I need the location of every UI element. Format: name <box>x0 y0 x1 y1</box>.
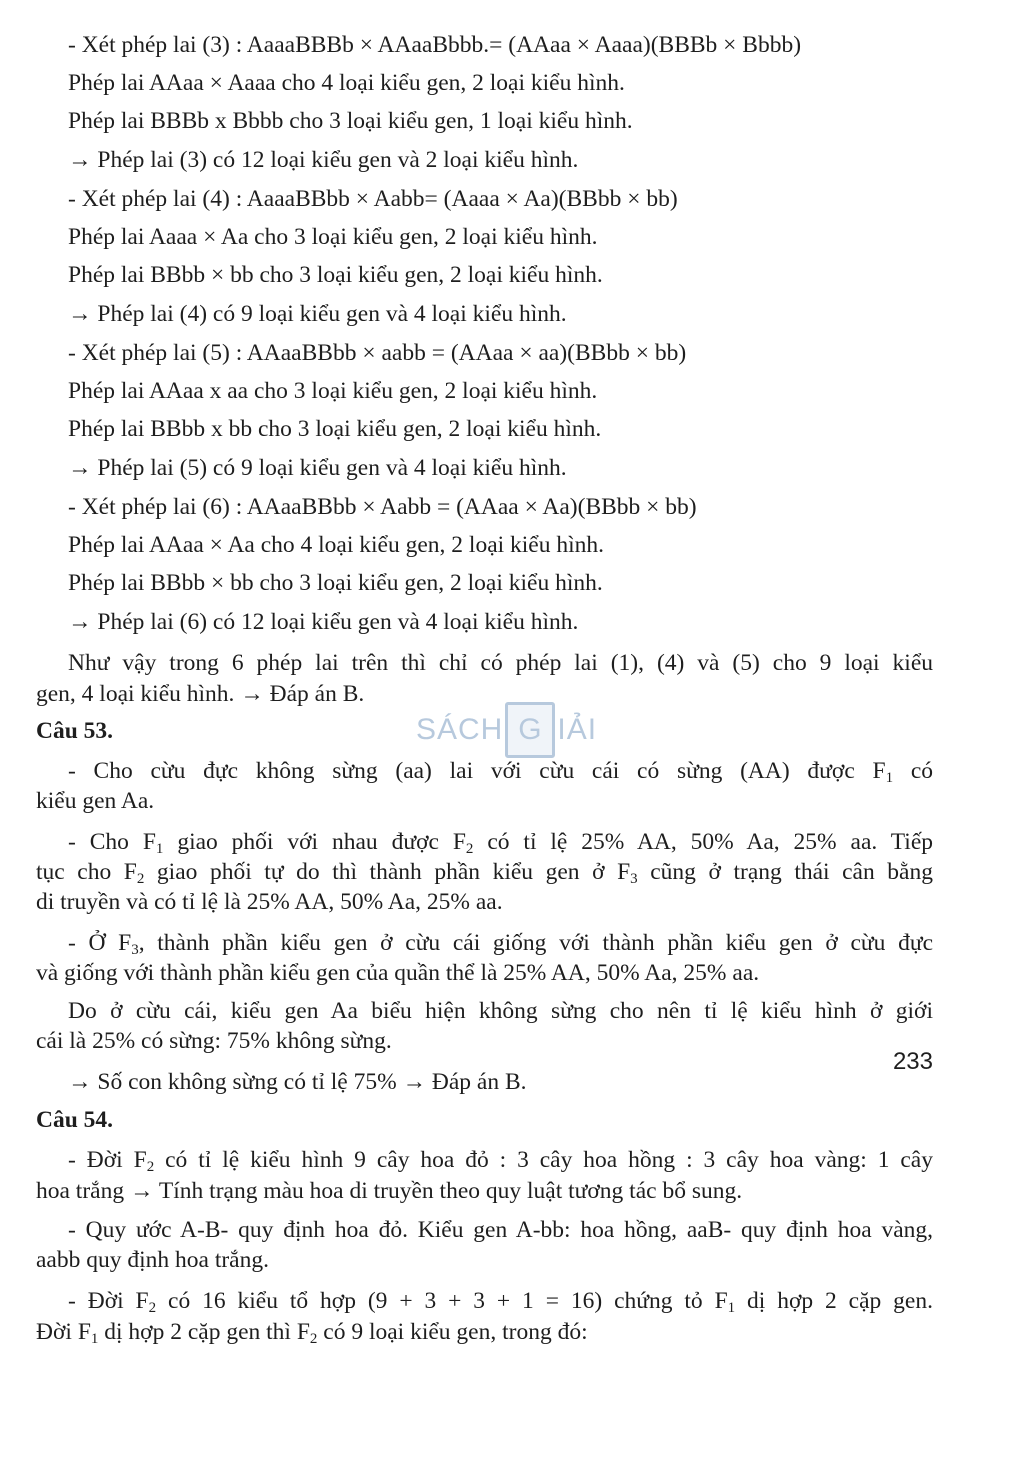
text-line: → Phép lai (6) có 12 loại kiểu gen và 4 loại kiểu hình. <box>68 609 579 635</box>
page-number: 233 <box>892 1048 933 1075</box>
text-line: kiểu gen Aa. <box>36 788 155 814</box>
text-line: và giống với thành phần kiểu gen của quần thể là 25% AA, 50% Aa, 25% aa. <box>36 960 760 986</box>
watermark-box-letter: G <box>505 702 555 758</box>
text-line: - Quy ước A-B- quy định hoa đỏ. Kiểu gen A-bb: hoa hồng, aaB- quy định hoa vàng, <box>68 1217 933 1243</box>
text-line: Phép lai AAaa × Aaaa cho 4 loại kiểu gen, 2 loại kiểu hình. <box>68 70 625 96</box>
text-line: hoa trắng → Tính trạng màu hoa di truyền theo quy luật tương tác bổ sung. <box>36 1178 743 1204</box>
text-line: Đời $F_1$ dị hợp 2 cặp gen thì $F_2$ có 9 loại kiểu gen, trong đó: <box>36 1319 588 1347</box>
text-line: Phép lai BBbb × bb cho 3 loại kiểu gen, 2 loại kiểu hình. <box>68 570 603 596</box>
text-line: - Đời $F_2$ có 16 kiểu tổ hợp (9 + 3 + 3 + 1 = 16) chứng tỏ $F_1$ dị hợp 2 cặp gen. <box>68 1288 933 1316</box>
text-line: Phép lai BBbb x bb cho 3 loại kiểu gen, 2 loại kiểu hình. <box>68 416 602 442</box>
text-line: di truyền và có tỉ lệ là 25% AA, 50% Aa, 25% aa. <box>36 889 503 915</box>
section-heading: Câu 54. <box>36 1107 114 1133</box>
text-line: → Phép lai (4) có 9 loại kiểu gen và 4 loại kiểu hình. <box>68 301 567 327</box>
text-line: - Ở $F_3$, thành phần kiểu gen ở cừu cái giống với thành phần kiểu gen ở cừu đực <box>68 930 933 958</box>
text-line: → Số con không sừng có tỉ lệ 75% → Đáp án B. <box>68 1069 527 1095</box>
text-line: - Đời $F_2$ có tỉ lệ kiểu hình 9 cây hoa đỏ : 3 cây hoa hồng : 3 cây hoa vàng: 1 cây <box>68 1147 933 1175</box>
watermark-logo <box>416 702 597 758</box>
text-line: → Phép lai (3) có 12 loại kiểu gen và 2 loại kiểu hình. <box>68 147 579 173</box>
text-line: - Xét phép lai (3) : AaaaBBBb × AAaaBbbb.= (AAaa × Aaaa)(BBBb × Bbbb) <box>68 32 802 58</box>
text-line: - Xét phép lai (5) : AAaaBBbb × aabb = (AAaa × aa)(BBbb × bb) <box>68 340 687 366</box>
text-line: Như vậy trong 6 phép lai trên thì chỉ có phép lai (1), (4) và (5) cho 9 loại kiểu <box>68 650 933 676</box>
text-line: aabb quy định hoa trắng. <box>36 1247 269 1273</box>
text-line: gen, 4 loại kiểu hình. → Đáp án B. <box>36 681 365 707</box>
watermark-text-left: SÁCH <box>416 713 504 746</box>
watermark-text-right: IẢI <box>557 713 598 746</box>
text-line: - Cho cừu đực không sừng (aa) lai với cừu cái có sừng (AA) được $F_1$ có <box>68 758 933 786</box>
text-line: Do ở cừu cái, kiểu gen Aa biểu hiện không sừng cho nên tỉ lệ kiểu hình ở giới <box>68 998 933 1024</box>
text-line: - Xét phép lai (4) : AaaaBBbb × Aabb= (Aaaa × Aa)(BBbb × bb) <box>68 186 678 212</box>
text-line: Phép lai BBBb x Bbbb cho 3 loại kiểu gen, 1 loại kiểu hình. <box>68 108 633 134</box>
text-line: - Cho $F_1$ giao phối với nhau được $F_2$ có tỉ lệ 25% AA, 50% Aa, 25% aa. Tiếp <box>68 829 933 857</box>
text-line: cái là 25% có sừng: 75% không sừng. <box>36 1028 392 1054</box>
text-line: → Phép lai (5) có 9 loại kiểu gen và 4 loại kiểu hình. <box>68 455 567 481</box>
text-line: Phép lai AAaa × Aa cho 4 loại kiểu gen, 2 loại kiểu hình. <box>68 532 605 558</box>
text-line: Phép lai BBbb × bb cho 3 loại kiểu gen, 2 loại kiểu hình. <box>68 262 603 288</box>
section-heading: Câu 53. <box>36 718 114 744</box>
text-line: - Xét phép lai (6) : AAaaBBbb × Aabb = (AAaa × Aa)(BBbb × bb) <box>68 494 697 520</box>
text-line: tục cho $F_2$ giao phối tự do thì thành phần kiểu gen ở $F_3$ cũng ở trạng thái cân bằng <box>36 859 933 887</box>
text-line: Phép lai Aaaa × Aa cho 3 loại kiểu gen, 2 loại kiểu hình. <box>68 224 598 250</box>
text-line: Phép lai AAaa x aa cho 3 loại kiểu gen, 2 loại kiểu hình. <box>68 378 598 404</box>
